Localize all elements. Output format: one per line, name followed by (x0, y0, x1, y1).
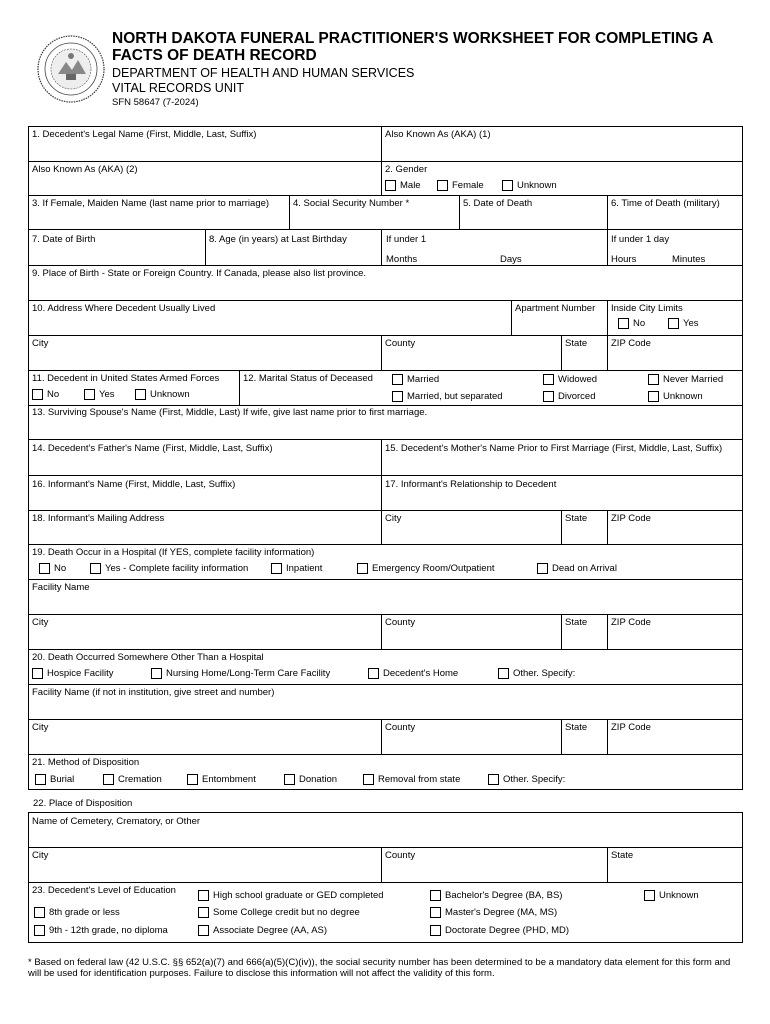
checkbox-icon (357, 563, 368, 574)
field-apartment[interactable] (511, 301, 607, 335)
marital-unknown-checkbox[interactable]: Unknown (648, 391, 703, 402)
field-state[interactable] (561, 336, 607, 370)
city-label: City (32, 722, 49, 733)
field-facility2-city[interactable] (29, 720, 381, 754)
field-informant-city[interactable] (381, 511, 561, 544)
nursing-home-checkbox[interactable]: Nursing Home/Long-Term Care Facility (151, 668, 330, 679)
never-married-checkbox[interactable]: Never Married (648, 374, 723, 385)
field-facility-zip[interactable] (607, 615, 742, 649)
er-outpatient-checkbox[interactable]: Emergency Room/Outpatient (357, 563, 495, 574)
unit-name: VITAL RECORDS UNIT (112, 81, 244, 95)
zip-label: ZIP Code (611, 722, 651, 733)
state-label: State (565, 338, 588, 349)
row-informant (28, 476, 743, 511)
minutes-label: Minutes (672, 254, 706, 265)
place-of-birth-label: 9. Place of Birth - State or Foreign Country. If Canada, please also list province. (32, 268, 367, 279)
9th-12th-grade-checkbox[interactable]: 9th - 12th grade, no diploma (34, 925, 168, 936)
checkbox-icon (187, 774, 198, 785)
row-disposition-method (28, 755, 743, 790)
informant-name-label: 16. Informant's Name (First, Middle, Last, Suffix) (32, 479, 236, 490)
row-aka2-gender (28, 162, 743, 196)
days-label: Days (500, 254, 522, 265)
field-address[interactable] (29, 301, 511, 335)
field-marital-status (239, 371, 742, 405)
cremation-checkbox[interactable]: Cremation (103, 774, 162, 785)
checkbox-icon (35, 774, 46, 785)
field-time-of-death[interactable] (607, 196, 742, 229)
row-armed-marital (28, 371, 743, 406)
aka2-label: Also Known As (AKA) (2) (32, 164, 138, 175)
row-cemetery[interactable] (28, 812, 743, 848)
checkbox-icon (430, 907, 441, 918)
other-than-hospital-label: 20. Death Occurred Somewhere Other Than a Hospital (32, 652, 264, 663)
field-aka-2[interactable] (29, 162, 381, 195)
checkbox-icon (537, 563, 548, 574)
checkbox-icon (39, 563, 50, 574)
checkbox-icon (368, 668, 379, 679)
zip-label: ZIP Code (611, 338, 651, 349)
gender-unknown-checkbox[interactable]: Unknown (502, 180, 557, 191)
masters-checkbox[interactable]: Master's Degree (MA, MS) (430, 907, 557, 918)
marital-status-label: 12. Marital Status of Deceased (243, 373, 373, 384)
county-label: County (385, 722, 416, 733)
row-parents (28, 440, 743, 476)
field-maiden-name[interactable] (29, 196, 289, 229)
field-informant-name[interactable] (29, 476, 381, 510)
checkbox-icon (502, 180, 513, 191)
field-legal-name[interactable] (29, 127, 381, 161)
zip-label: ZIP Code (611, 617, 651, 628)
aka1-label: Also Known As (AKA) (1) (385, 129, 491, 140)
inside-city-yes-checkbox[interactable]: Yes (668, 318, 699, 329)
place-of-disposition-label: 22. Place of Disposition (33, 798, 133, 809)
field-facility2-county[interactable] (381, 720, 561, 754)
donation-checkbox[interactable]: Donation (284, 774, 337, 785)
row-spouse-name[interactable] (28, 406, 743, 440)
field-armed-forces (29, 371, 239, 405)
state-label: State (611, 850, 634, 861)
divorced-checkbox[interactable]: Divorced (543, 391, 596, 402)
checkbox-icon (34, 925, 45, 936)
burial-checkbox[interactable]: Burial (35, 774, 74, 785)
removal-checkbox[interactable]: Removal from state (363, 774, 460, 785)
under-one-label: If under 1 (386, 234, 427, 245)
8th-grade-checkbox[interactable]: 8th grade or less (34, 907, 120, 918)
under-one-day-label: If under 1 day (611, 234, 670, 245)
county-label: County (385, 338, 416, 349)
field-ssn[interactable] (289, 196, 459, 229)
other-disposition-checkbox[interactable]: Other. Specify: (488, 774, 565, 785)
field-informant-address[interactable] (29, 511, 381, 544)
form-title: NORTH DAKOTA FUNERAL PRACTITIONER'S WORKSHEET FOR COMPLETING A FACTS OF DEATH RECORD (112, 30, 713, 64)
checkbox-icon (543, 391, 554, 402)
facility-name-2-label: Facility Name (if not in institution, give street and number) (32, 687, 275, 698)
field-under-one-day[interactable] (607, 230, 742, 265)
checkbox-icon (90, 563, 101, 574)
checkbox-icon (392, 374, 403, 385)
row-disposition-city (28, 848, 743, 883)
state-label: State (565, 617, 588, 628)
field-gender (381, 162, 742, 195)
father-name-label: 14. Decedent's Father's Name (First, Middle, Last, Suffix) (32, 443, 273, 454)
hospital-no-checkbox[interactable]: No (39, 563, 66, 574)
field-facility-state[interactable] (561, 615, 607, 649)
field-facility2-zip[interactable] (607, 720, 742, 754)
row-facility-name-2[interactable] (28, 685, 743, 720)
row-place-of-birth[interactable] (28, 266, 743, 301)
date-of-birth-label: 7. Date of Birth (32, 234, 96, 245)
checkbox-icon (32, 389, 43, 400)
married-checkbox[interactable]: Married (392, 374, 439, 385)
field-inside-city (607, 301, 742, 335)
field-aka-1[interactable] (381, 127, 742, 161)
field-father-name[interactable] (29, 440, 381, 475)
facility-name-label: Facility Name (32, 582, 90, 593)
spouse-name-label: 13. Surviving Spouse's Name (First, Middle, Last) If wife, give last name prior to first marriage. (32, 407, 428, 418)
field-informant-state[interactable] (561, 511, 607, 544)
armed-unknown-checkbox[interactable]: Unknown (135, 389, 190, 400)
armed-forces-label: 11. Decedent in United States Armed Forces (32, 373, 220, 384)
checkbox-icon (648, 391, 659, 402)
row-birth-age (28, 230, 743, 266)
row-city-county (28, 336, 743, 371)
time-of-death-label: 6. Time of Death (military) (611, 198, 720, 209)
department-name: DEPARTMENT OF HEALTH AND HUMAN SERVICES (112, 66, 415, 80)
checkbox-icon (198, 925, 209, 936)
dead-on-arrival-checkbox[interactable]: Dead on Arrival (537, 563, 617, 574)
hospital-label: 19. Death Occur in a Hospital (If YES, complete facility information) (32, 547, 315, 558)
field-facility-city[interactable] (29, 615, 381, 649)
maiden-name-label: 3. If Female, Maiden Name (last name prior to marriage) (32, 198, 270, 209)
checkbox-icon (198, 890, 209, 901)
disposition-method-label: 21. Method of Disposition (32, 757, 140, 768)
field-disposition-state[interactable] (607, 848, 742, 882)
checkbox-icon (135, 389, 146, 400)
field-zip[interactable] (607, 336, 742, 370)
checkbox-icon (668, 318, 679, 329)
checkbox-icon (648, 374, 659, 385)
checkbox-icon (84, 389, 95, 400)
apartment-label: Apartment Number (515, 303, 596, 314)
informant-relationship-label: 17. Informant's Relationship to Decedent (385, 479, 557, 490)
checkbox-icon (430, 925, 441, 936)
checkbox-icon (34, 907, 45, 918)
inside-city-label: Inside City Limits (611, 303, 683, 314)
married-separated-checkbox[interactable]: Married, but separated (392, 391, 503, 402)
legal-name-label: 1. Decedent's Legal Name (First, Middle, Last, Suffix) (32, 129, 257, 140)
field-mother-name[interactable] (381, 440, 742, 475)
checkbox-icon (644, 890, 655, 901)
field-date-of-death[interactable] (459, 196, 607, 229)
doctorate-checkbox[interactable]: Doctorate Degree (PHD, MD) (430, 925, 569, 936)
ssn-label: 4. Social Security Number * (293, 198, 410, 209)
checkbox-icon (32, 668, 43, 679)
armed-no-checkbox[interactable]: No (32, 389, 59, 400)
checkbox-icon (437, 180, 448, 191)
city-label: City (32, 338, 49, 349)
state-label: State (565, 722, 588, 733)
checkbox-icon (271, 563, 282, 574)
some-college-checkbox[interactable]: Some College credit but no degree (198, 907, 360, 918)
armed-yes-checkbox[interactable]: Yes (84, 389, 115, 400)
zip-label: ZIP Code (611, 513, 651, 524)
hs-checkbox[interactable]: High school graduate or GED completed (198, 890, 384, 901)
city-label: City (32, 850, 49, 861)
cemetery-label: Name of Cemetery, Crematory, or Other (32, 816, 201, 827)
row-other-than-hospital (28, 650, 743, 685)
months-label: Months (386, 254, 418, 265)
checkbox-icon (385, 180, 396, 191)
field-facility-county[interactable] (381, 615, 561, 649)
gender-male-checkbox[interactable]: Male (385, 180, 421, 191)
informant-address-label: 18. Informant's Mailing Address (32, 513, 165, 524)
inside-city-no-checkbox[interactable]: No (618, 318, 645, 329)
decedents-home-checkbox[interactable]: Decedent's Home (368, 668, 458, 679)
field-under-one[interactable] (381, 230, 607, 265)
row-hospital (28, 545, 743, 580)
checkbox-icon (392, 391, 403, 402)
checkbox-icon (284, 774, 295, 785)
age-label: 8. Age (in years) at Last Birthday (209, 234, 347, 245)
field-disposition-county[interactable] (381, 848, 607, 882)
city-label: City (32, 617, 49, 628)
row-facility-name[interactable] (28, 580, 743, 615)
field-informant-relationship[interactable] (381, 476, 742, 510)
checkbox-icon (363, 774, 374, 785)
county-label: County (385, 617, 416, 628)
entombment-checkbox[interactable]: Entombment (187, 774, 256, 785)
hours-label: Hours (611, 254, 637, 265)
form-number: SFN 58647 (7-2024) (112, 97, 199, 108)
bachelors-checkbox[interactable]: Bachelor's Degree (BA, BS) (430, 890, 562, 901)
city-label: City (385, 513, 402, 524)
education-unknown-checkbox[interactable]: Unknown (644, 890, 699, 901)
field-disposition-city[interactable] (29, 848, 381, 882)
checkbox-icon (543, 374, 554, 385)
widowed-checkbox[interactable]: Widowed (543, 374, 597, 385)
checkbox-icon (151, 668, 162, 679)
county-label: County (385, 850, 416, 861)
checkbox-icon (103, 774, 114, 785)
checkbox-icon (430, 890, 441, 901)
row-address (28, 301, 743, 336)
row-legal-name (28, 126, 743, 162)
state-seal-logo (36, 34, 106, 104)
gender-female-checkbox[interactable]: Female (437, 180, 484, 191)
field-informant-zip[interactable] (607, 511, 742, 544)
date-of-death-label: 5. Date of Death (463, 198, 533, 209)
field-date-of-birth[interactable] (29, 230, 205, 265)
education-label: 23. Decedent's Level of Education (32, 885, 176, 896)
field-city[interactable] (29, 336, 381, 370)
mother-name-label: 15. Decedent's Mother's Name Prior to First Marriage (First, Middle, Last, Suffix) (385, 443, 723, 454)
checkbox-icon (498, 668, 509, 679)
associate-checkbox[interactable]: Associate Degree (AA, AS) (198, 925, 327, 936)
field-age[interactable] (205, 230, 381, 265)
other-place-checkbox[interactable]: Other. Specify: (498, 668, 575, 679)
gender-label: 2. Gender (385, 164, 428, 175)
checkbox-icon (488, 774, 499, 785)
address-label: 10. Address Where Decedent Usually Lived (32, 303, 216, 314)
inpatient-checkbox[interactable]: Inpatient (271, 563, 322, 574)
ssn-footnote: * Based on federal law (42 U.S.C. §§ 652(a)(7) and 666(a)(5)(C)(iv)), the social security number has been determined to be a mandatory data element for this form and will be used for identification purposes. Failure to disclose this information will not affect the validity of this form. (28, 957, 731, 979)
field-facility2-state[interactable] (561, 720, 607, 754)
checkbox-icon (198, 907, 209, 918)
row-facility2-city (28, 720, 743, 755)
hospital-yes-checkbox[interactable]: Yes - Complete facility information (90, 563, 248, 574)
state-label: State (565, 513, 588, 524)
hospice-checkbox[interactable]: Hospice Facility (32, 668, 114, 679)
row-informant-address (28, 511, 743, 545)
row-maiden-ssn (28, 196, 743, 230)
field-county[interactable] (381, 336, 561, 370)
row-education (28, 883, 743, 943)
checkbox-icon (618, 318, 629, 329)
row-facility-city (28, 615, 743, 650)
